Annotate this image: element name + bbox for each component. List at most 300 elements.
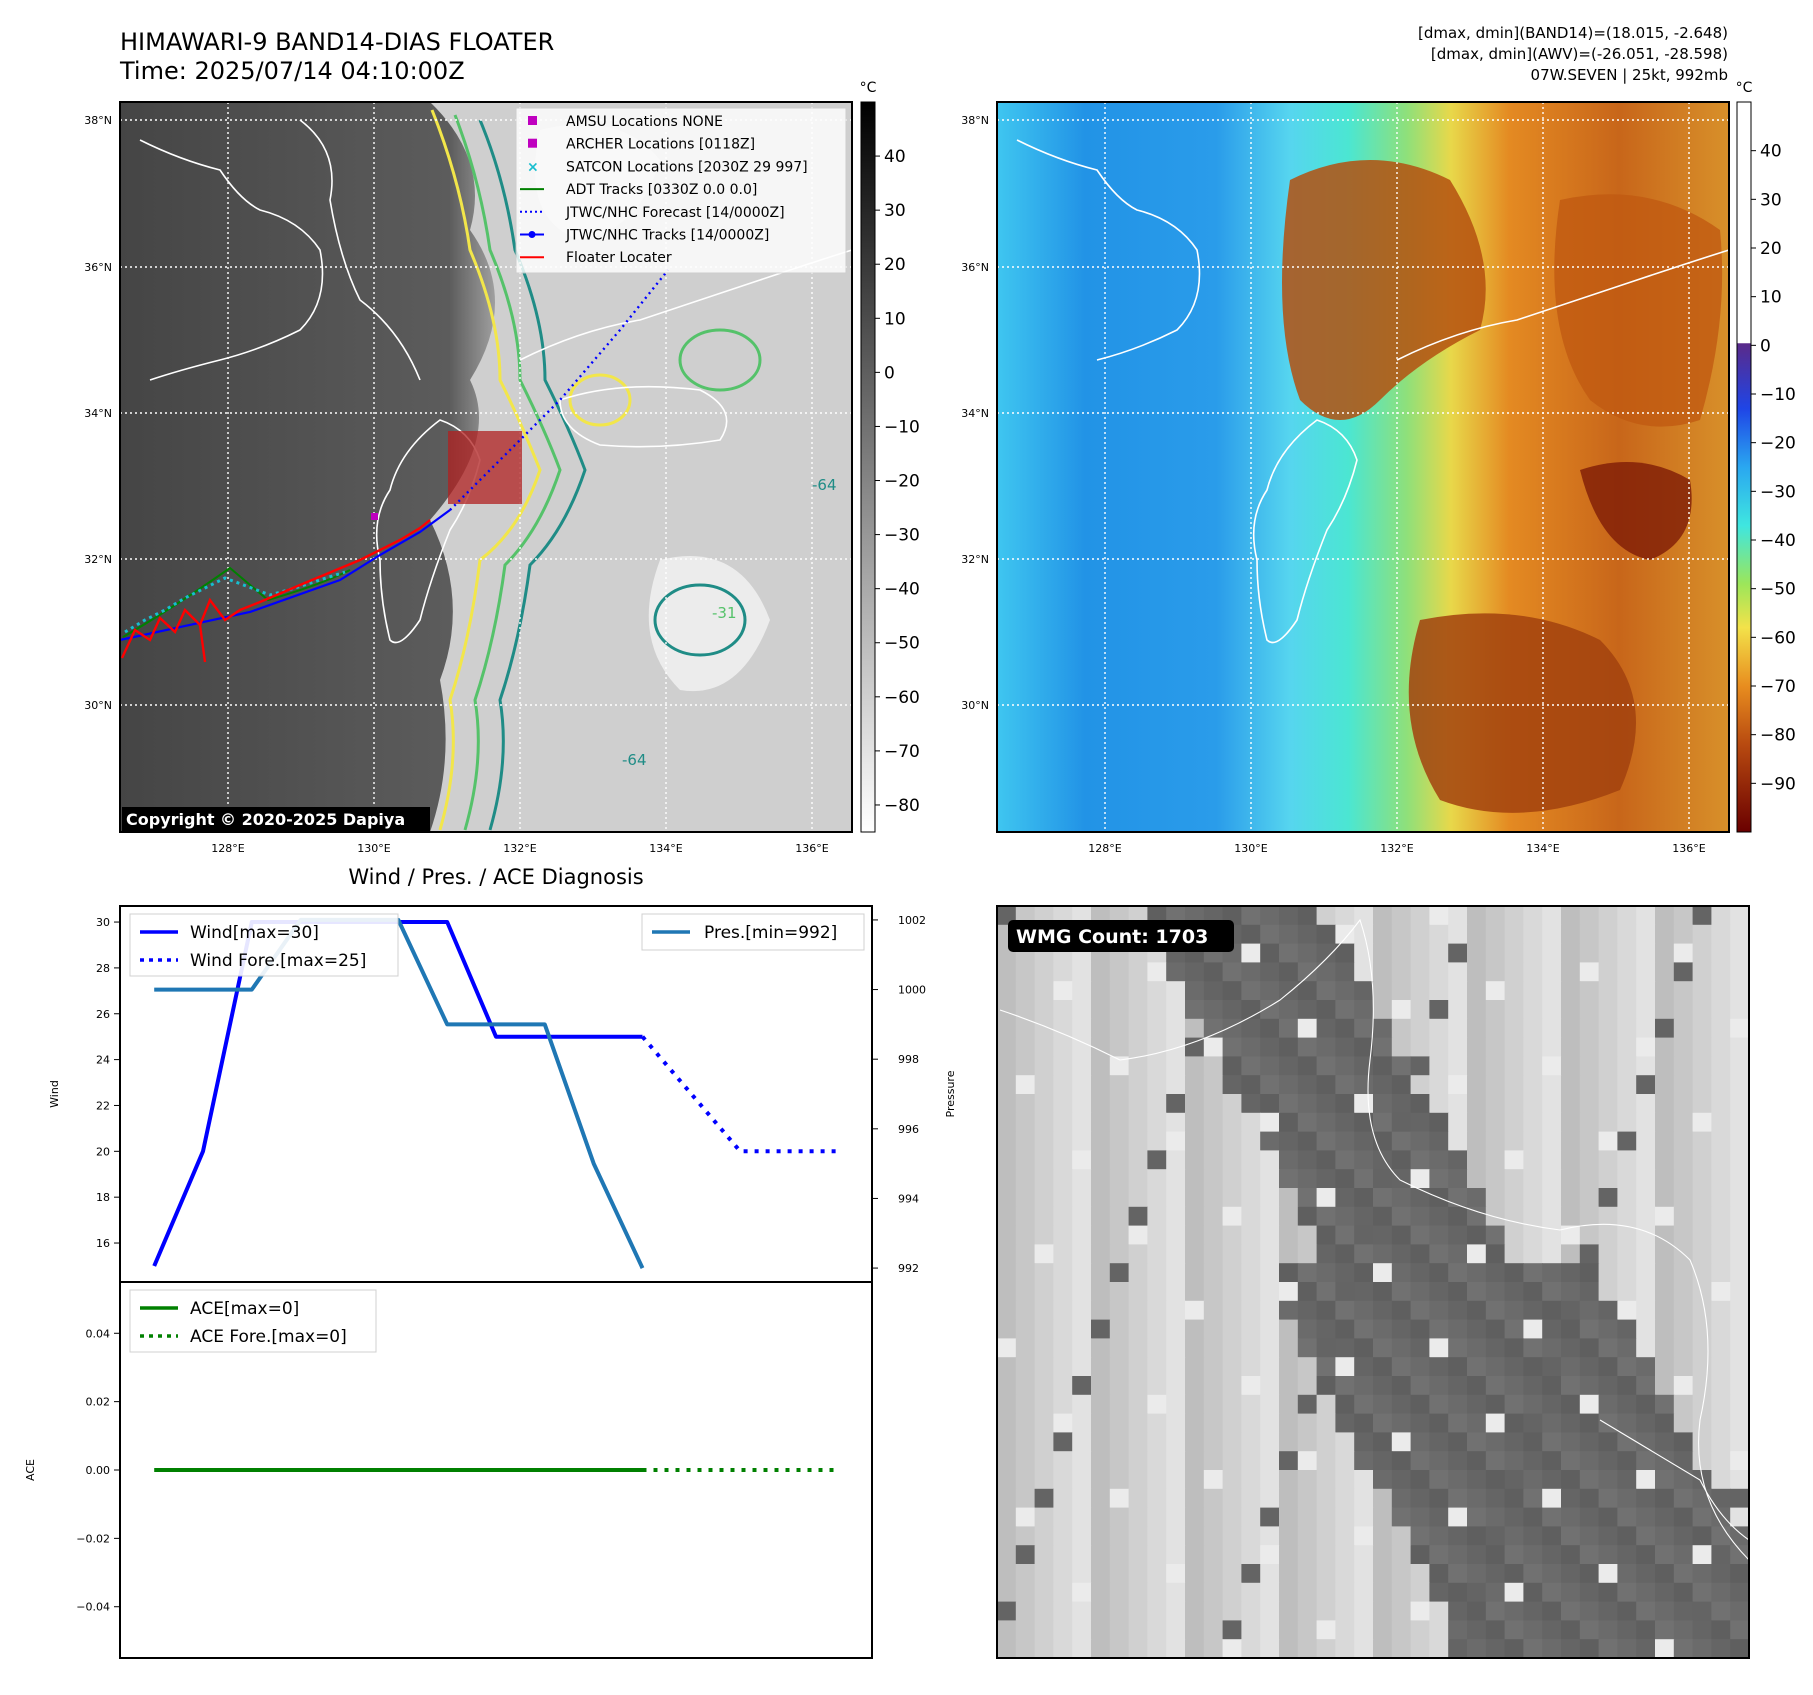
wmg-cell bbox=[1617, 944, 1636, 963]
wmg-cell bbox=[1016, 1470, 1035, 1489]
wmg-cell bbox=[1110, 1338, 1129, 1357]
wmg-cell bbox=[1561, 1414, 1580, 1433]
wmg-cell bbox=[1599, 981, 1618, 1000]
wmg-cell bbox=[1335, 1564, 1354, 1583]
wmg-cell bbox=[1298, 1338, 1317, 1357]
wmg-cell bbox=[1260, 1639, 1279, 1658]
ir-cb-tick-label-2: 20 bbox=[884, 255, 906, 276]
wmg-cell bbox=[1448, 1301, 1467, 1320]
wmg-cell bbox=[1580, 1357, 1599, 1376]
wmg-cell bbox=[1711, 1000, 1730, 1019]
wmg-cell bbox=[1523, 1075, 1542, 1094]
wmg-cell bbox=[1354, 1263, 1373, 1282]
wmg-cell bbox=[1317, 1132, 1336, 1151]
wmg-cell bbox=[1298, 906, 1317, 925]
wmg-cell bbox=[1147, 1320, 1166, 1339]
wmg-cell bbox=[1129, 1094, 1148, 1113]
wmg-cell bbox=[1392, 1301, 1411, 1320]
wmg-cell bbox=[1617, 1338, 1636, 1357]
wmg-cell bbox=[1110, 1583, 1129, 1602]
wmg-cell bbox=[1279, 1113, 1298, 1132]
wmg-cell bbox=[1617, 1113, 1636, 1132]
wmg-cell bbox=[1129, 1602, 1148, 1621]
wmg-cell bbox=[1486, 981, 1505, 1000]
wmg-cell bbox=[1486, 1564, 1505, 1583]
wmg-cell bbox=[1411, 1357, 1430, 1376]
wmg-cell bbox=[1110, 981, 1129, 1000]
wmg-cell bbox=[1317, 1226, 1336, 1245]
wmg-cell bbox=[1147, 1376, 1166, 1395]
wmg-cell bbox=[1448, 1395, 1467, 1414]
wmg-cell bbox=[1561, 1620, 1580, 1639]
wmg-cell bbox=[1072, 1188, 1091, 1207]
wmg-cell bbox=[1467, 1470, 1486, 1489]
wmg-cell bbox=[1523, 1301, 1542, 1320]
wmg-cell bbox=[1129, 1470, 1148, 1489]
wmg-cell bbox=[1505, 1395, 1524, 1414]
wmg-cell bbox=[1110, 1414, 1129, 1433]
wmg-cell bbox=[1035, 1113, 1054, 1132]
wmg-cell bbox=[1317, 1056, 1336, 1075]
wmg-cell bbox=[1129, 1320, 1148, 1339]
wmg-cell bbox=[1204, 1320, 1223, 1339]
wmg-cell bbox=[1016, 1338, 1035, 1357]
wmg-cell bbox=[1166, 1282, 1185, 1301]
wmg-cell bbox=[1505, 1338, 1524, 1357]
wmg-cell bbox=[1505, 1639, 1524, 1658]
wmg-cell bbox=[1072, 1602, 1091, 1621]
wmg-cell bbox=[1636, 925, 1655, 944]
wmg-cell bbox=[1655, 1489, 1674, 1508]
wmg-cell bbox=[1241, 1169, 1260, 1188]
wmg-cell bbox=[1241, 1357, 1260, 1376]
wmg-cell bbox=[1091, 1282, 1110, 1301]
wmg-cell bbox=[1241, 925, 1260, 944]
wmg-cell bbox=[1711, 1357, 1730, 1376]
wmg-cell bbox=[1392, 944, 1411, 963]
wmg-cell bbox=[1260, 1526, 1279, 1545]
wmg-cell bbox=[1429, 981, 1448, 1000]
wmg-cell bbox=[1411, 1226, 1430, 1245]
wmg-cell bbox=[1317, 1489, 1336, 1508]
wmg-cell bbox=[1166, 1357, 1185, 1376]
wmg-cell bbox=[1561, 1075, 1580, 1094]
wmg-cell bbox=[1166, 981, 1185, 1000]
wmg-cell bbox=[1260, 1244, 1279, 1263]
wmg-cell bbox=[1693, 1169, 1712, 1188]
wmg-cell bbox=[1129, 1489, 1148, 1508]
wmg-cell bbox=[1448, 1282, 1467, 1301]
wmg-cell bbox=[1617, 981, 1636, 1000]
wmg-cell bbox=[1392, 1075, 1411, 1094]
wmg-cell bbox=[1561, 1000, 1580, 1019]
wmg-cell bbox=[1260, 1019, 1279, 1038]
wmg-cell bbox=[1354, 1451, 1373, 1470]
wmg-cell bbox=[1636, 1075, 1655, 1094]
wmg-cell bbox=[1542, 1489, 1561, 1508]
wmg-cell bbox=[1335, 1470, 1354, 1489]
wmg-cell bbox=[1617, 1000, 1636, 1019]
wmg-cell bbox=[1392, 1620, 1411, 1639]
wmg-cell bbox=[1129, 1150, 1148, 1169]
wmg-cell bbox=[1467, 1244, 1486, 1263]
wmg-cell bbox=[1129, 1432, 1148, 1451]
wmg-cell bbox=[1260, 1038, 1279, 1057]
wmg-cell bbox=[1486, 1338, 1505, 1357]
wmg-cell bbox=[1542, 1470, 1561, 1489]
wmg-cell bbox=[1674, 1395, 1693, 1414]
wmg-cell bbox=[1260, 1320, 1279, 1339]
awv-cb-tick-label-9: −50 bbox=[1760, 579, 1796, 600]
ir-lat-label-4: 30°N bbox=[84, 699, 112, 712]
wmg-cell bbox=[1617, 906, 1636, 925]
wmg-cell bbox=[1260, 1451, 1279, 1470]
wmg-cell bbox=[1298, 1395, 1317, 1414]
wmg-cell bbox=[1411, 1639, 1430, 1658]
wmg-cell bbox=[1730, 1188, 1749, 1207]
wmg-cell bbox=[1674, 1489, 1693, 1508]
wmg-cell bbox=[1730, 1545, 1749, 1564]
wmg-cell bbox=[1241, 1639, 1260, 1658]
wmg-cell bbox=[1223, 1508, 1242, 1527]
wmg-cell bbox=[1072, 1320, 1091, 1339]
wmg-cell bbox=[1636, 944, 1655, 963]
wmg-cell bbox=[1279, 1376, 1298, 1395]
wmg-cell bbox=[1505, 1226, 1524, 1245]
wmg-cell bbox=[1486, 1602, 1505, 1621]
wmg-cell bbox=[1655, 1526, 1674, 1545]
wmg-cell bbox=[1298, 1075, 1317, 1094]
wmg-cell bbox=[1317, 1019, 1336, 1038]
wmg-cell bbox=[1035, 1301, 1054, 1320]
wmg-cell bbox=[1542, 1301, 1561, 1320]
wmg-cell bbox=[1279, 1132, 1298, 1151]
wmg-cell bbox=[1392, 1056, 1411, 1075]
wmg-cell bbox=[1486, 1000, 1505, 1019]
wmg-cell bbox=[1617, 1602, 1636, 1621]
wmg-cell bbox=[1373, 1094, 1392, 1113]
wmg-cell bbox=[1711, 1244, 1730, 1263]
wmg-cell bbox=[1730, 1508, 1749, 1527]
wmg-cell bbox=[997, 1188, 1016, 1207]
wmg-cell bbox=[1185, 1489, 1204, 1508]
wmg-cell bbox=[1204, 1564, 1223, 1583]
wmg-cell bbox=[1016, 1113, 1035, 1132]
wmg-cell bbox=[1542, 1526, 1561, 1545]
wmg-cell bbox=[1016, 1357, 1035, 1376]
wmg-cell bbox=[1580, 1094, 1599, 1113]
wmg-cell bbox=[1129, 1526, 1148, 1545]
ir-legend-label-2: SATCON Locations [2030Z 29 997] bbox=[566, 159, 808, 176]
wmg-cell bbox=[1185, 1113, 1204, 1132]
wmg-cell bbox=[1110, 1620, 1129, 1639]
wmg-cell bbox=[1204, 962, 1223, 981]
wmg-cell bbox=[1542, 1188, 1561, 1207]
wmg-cell bbox=[1580, 906, 1599, 925]
wmg-cell bbox=[1523, 1056, 1542, 1075]
wmg-cell bbox=[1204, 1395, 1223, 1414]
wmg-cell bbox=[1110, 1038, 1129, 1057]
wmg-cell bbox=[1486, 1357, 1505, 1376]
wmg-cell bbox=[1335, 1376, 1354, 1395]
wmg-cell bbox=[1335, 1226, 1354, 1245]
wmg-cell bbox=[1486, 1320, 1505, 1339]
wmg-cell bbox=[997, 1357, 1016, 1376]
wmg-cell bbox=[1448, 1414, 1467, 1433]
info-line2: [dmax, dmin](AWV)=(-26.051, -28.598) bbox=[1430, 45, 1728, 63]
wmg-cell bbox=[1185, 1376, 1204, 1395]
wmg-cell bbox=[1317, 1564, 1336, 1583]
wmg-cell bbox=[1580, 1583, 1599, 1602]
wmg-cell bbox=[1035, 1357, 1054, 1376]
wmg-cell bbox=[1523, 1150, 1542, 1169]
wmg-cell bbox=[1730, 1526, 1749, 1545]
wmg-cell bbox=[1561, 962, 1580, 981]
wmg-cell bbox=[1655, 906, 1674, 925]
wmg-cell bbox=[1636, 1301, 1655, 1320]
wmg-cell bbox=[1317, 1470, 1336, 1489]
wmg-cell bbox=[1730, 1414, 1749, 1433]
wmg-cell bbox=[1185, 1301, 1204, 1320]
wmg-cell bbox=[1523, 1320, 1542, 1339]
wmg-cell bbox=[1467, 1583, 1486, 1602]
wmg-cell bbox=[1016, 1075, 1035, 1094]
wmg-cell bbox=[1674, 981, 1693, 1000]
awv-cb-tick-label-6: −20 bbox=[1760, 433, 1796, 454]
wmg-cell bbox=[1693, 1056, 1712, 1075]
wmg-cell bbox=[1035, 1169, 1054, 1188]
wmg-cell bbox=[1166, 1414, 1185, 1433]
wmg-cell bbox=[1655, 1019, 1674, 1038]
wmg-cell bbox=[1523, 1094, 1542, 1113]
wmg-cell bbox=[1354, 1338, 1373, 1357]
wmg-cell bbox=[1204, 1508, 1223, 1527]
wmg-cell bbox=[997, 981, 1016, 1000]
wmg-cell bbox=[1110, 1564, 1129, 1583]
wmg-cell bbox=[1260, 1075, 1279, 1094]
wmg-cell bbox=[1411, 1432, 1430, 1451]
wmg-cell bbox=[1223, 1414, 1242, 1433]
wmg-cell bbox=[1674, 1583, 1693, 1602]
wmg-cell bbox=[1091, 1301, 1110, 1320]
wmg-cell bbox=[1730, 1602, 1749, 1621]
wmg-cell bbox=[1617, 1508, 1636, 1527]
wmg-cell bbox=[1223, 1169, 1242, 1188]
wmg-cell bbox=[1072, 1038, 1091, 1057]
wmg-cell bbox=[1411, 1602, 1430, 1621]
wmg-cell bbox=[1429, 1226, 1448, 1245]
wmg-cell bbox=[1617, 1376, 1636, 1395]
wmg-cell bbox=[1110, 1470, 1129, 1489]
wmg-cell bbox=[1204, 1470, 1223, 1489]
wmg-cell bbox=[1260, 1132, 1279, 1151]
wmg-cell bbox=[1523, 1470, 1542, 1489]
wmg-cell bbox=[1053, 1113, 1072, 1132]
wmg-cell bbox=[1241, 1056, 1260, 1075]
wmg-cell bbox=[1185, 1150, 1204, 1169]
wmg-cell bbox=[1053, 1263, 1072, 1282]
wmg-cell bbox=[1561, 1169, 1580, 1188]
wmg-cell bbox=[1185, 1470, 1204, 1489]
wmg-cell bbox=[1580, 1414, 1599, 1433]
wmg-cell bbox=[1053, 1338, 1072, 1357]
wmg-cell bbox=[997, 1545, 1016, 1564]
wmg-cell bbox=[1166, 1526, 1185, 1545]
wmg-cell bbox=[1730, 1019, 1749, 1038]
wmg-cell bbox=[1241, 1451, 1260, 1470]
wmg-cell bbox=[1561, 1395, 1580, 1414]
wmg-cell bbox=[1091, 1451, 1110, 1470]
wmg-cell bbox=[1523, 1395, 1542, 1414]
awv-lon-label-2: 132°E bbox=[1380, 842, 1414, 855]
wmg-cell bbox=[1523, 1564, 1542, 1583]
wmg-cell bbox=[1730, 1282, 1749, 1301]
awv-lat-label-3: 32°N bbox=[961, 553, 989, 566]
wmg-cell bbox=[1467, 1075, 1486, 1094]
wmg-cell bbox=[1354, 1019, 1373, 1038]
wmg-cell bbox=[1674, 944, 1693, 963]
wmg-cell bbox=[1016, 1169, 1035, 1188]
wmg-cell bbox=[1223, 1038, 1242, 1057]
wmg-cell bbox=[1147, 1620, 1166, 1639]
wmg-cell bbox=[1072, 981, 1091, 1000]
wmg-cell bbox=[1467, 1564, 1486, 1583]
wmg-cell bbox=[1523, 1338, 1542, 1357]
wmg-cell bbox=[1260, 1620, 1279, 1639]
wmg-cell bbox=[1392, 1526, 1411, 1545]
wmg-cell bbox=[1354, 944, 1373, 963]
wmg-cell bbox=[1674, 1320, 1693, 1339]
wmg-cell bbox=[1241, 1226, 1260, 1245]
wmg-cell bbox=[1636, 1432, 1655, 1451]
wmg-cell bbox=[1072, 1094, 1091, 1113]
wmg-cell bbox=[1448, 1169, 1467, 1188]
wmg-cell bbox=[1166, 1564, 1185, 1583]
wmg-cell bbox=[1147, 1432, 1166, 1451]
wmg-cell bbox=[1523, 1113, 1542, 1132]
wmg-cell bbox=[1317, 1263, 1336, 1282]
wmg-cell bbox=[1354, 1470, 1373, 1489]
wmg-cell bbox=[1317, 925, 1336, 944]
wmg-cell bbox=[1298, 1545, 1317, 1564]
wmg-cell bbox=[1636, 1132, 1655, 1151]
wmg-cell bbox=[1091, 1376, 1110, 1395]
wmg-cell bbox=[1279, 1075, 1298, 1094]
wmg-cell bbox=[1317, 1357, 1336, 1376]
wmg-cell bbox=[1166, 1432, 1185, 1451]
wmg-cell bbox=[1711, 1639, 1730, 1658]
wmg-cell bbox=[1354, 1000, 1373, 1019]
wmg-cell bbox=[1448, 1583, 1467, 1602]
wmg-cell bbox=[1110, 1094, 1129, 1113]
wmg-cell bbox=[1241, 1188, 1260, 1207]
wmg-cell bbox=[1561, 1357, 1580, 1376]
wmg-cell bbox=[1072, 1451, 1091, 1470]
wmg-cell bbox=[1655, 1301, 1674, 1320]
wmg-cell bbox=[1693, 1113, 1712, 1132]
wmg-cell bbox=[1542, 1132, 1561, 1151]
wmg-cell bbox=[1298, 1056, 1317, 1075]
wmg-cell bbox=[1335, 1056, 1354, 1075]
wmg-cell bbox=[997, 1395, 1016, 1414]
ir-contour-label-1: -64 bbox=[812, 476, 837, 494]
wmg-cell bbox=[1730, 1620, 1749, 1639]
wmg-cell bbox=[1279, 1019, 1298, 1038]
wmg-cell bbox=[1730, 925, 1749, 944]
wmg-cell bbox=[1110, 1602, 1129, 1621]
wmg-cell bbox=[1730, 1639, 1749, 1658]
wmg-cell bbox=[1298, 1620, 1317, 1639]
wmg-cell bbox=[1599, 1169, 1618, 1188]
awv-cb-tick-label-0: 40 bbox=[1760, 141, 1782, 162]
wmg-cell bbox=[1693, 1639, 1712, 1658]
wmg-cell bbox=[1335, 1094, 1354, 1113]
wmg-cell bbox=[1147, 1075, 1166, 1094]
wmg-cell bbox=[1505, 1282, 1524, 1301]
wmg-cell bbox=[1072, 1357, 1091, 1376]
wmg-cell bbox=[1204, 1169, 1223, 1188]
wmg-cell bbox=[1599, 1113, 1618, 1132]
wmg-cell bbox=[1016, 1639, 1035, 1658]
wmg-cell bbox=[1110, 1451, 1129, 1470]
wmg-cell bbox=[1110, 1169, 1129, 1188]
wmg-cell bbox=[1580, 1470, 1599, 1489]
wmg-cell bbox=[1730, 1432, 1749, 1451]
wmg-cell bbox=[1542, 1263, 1561, 1282]
wmg-cell bbox=[1599, 1301, 1618, 1320]
wmg-cell bbox=[1467, 1113, 1486, 1132]
wmg-cell bbox=[1166, 1226, 1185, 1245]
ir-legend-label-0: AMSU Locations NONE bbox=[566, 114, 724, 130]
wmg-cell bbox=[1053, 1038, 1072, 1057]
wmg-cell bbox=[1429, 1583, 1448, 1602]
wmg-cell bbox=[1392, 1226, 1411, 1245]
wmg-cell bbox=[1711, 1188, 1730, 1207]
wmg-cell bbox=[1411, 1451, 1430, 1470]
wmg-cell bbox=[1335, 1489, 1354, 1508]
wmg-cell bbox=[1091, 1150, 1110, 1169]
pres-tick-label-0: 1002 bbox=[898, 913, 926, 927]
awv-cb-tick-label-4: 0 bbox=[1760, 336, 1771, 357]
wmg-cell bbox=[1674, 1526, 1693, 1545]
wmg-cell bbox=[1185, 1169, 1204, 1188]
wmg-cell bbox=[1467, 944, 1486, 963]
awv-lat-label-1: 36°N bbox=[961, 261, 989, 274]
wmg-cell bbox=[1035, 1432, 1054, 1451]
wmg-cell bbox=[1505, 1094, 1524, 1113]
wmg-cell bbox=[1674, 1094, 1693, 1113]
wmg-cell bbox=[1617, 1526, 1636, 1545]
wmg-cell bbox=[1617, 1583, 1636, 1602]
wmg-cell bbox=[1110, 1301, 1129, 1320]
wmg-cell bbox=[1617, 1150, 1636, 1169]
wmg-cell bbox=[1335, 1038, 1354, 1057]
wmg-cell bbox=[1561, 906, 1580, 925]
wmg-cell bbox=[1617, 1357, 1636, 1376]
wmg-cell bbox=[1505, 1451, 1524, 1470]
wmg-cell bbox=[1204, 1263, 1223, 1282]
wmg-cell bbox=[1185, 1320, 1204, 1339]
wmg-cell bbox=[1392, 1132, 1411, 1151]
wmg-cell bbox=[1674, 1169, 1693, 1188]
wmg-cell bbox=[1467, 1432, 1486, 1451]
wmg-cell bbox=[1035, 1056, 1054, 1075]
wmg-cell bbox=[997, 1000, 1016, 1019]
wmg-cell bbox=[1147, 1564, 1166, 1583]
wmg-cell bbox=[1129, 962, 1148, 981]
wmg-cell bbox=[1636, 962, 1655, 981]
wmg-cell bbox=[1580, 1038, 1599, 1057]
